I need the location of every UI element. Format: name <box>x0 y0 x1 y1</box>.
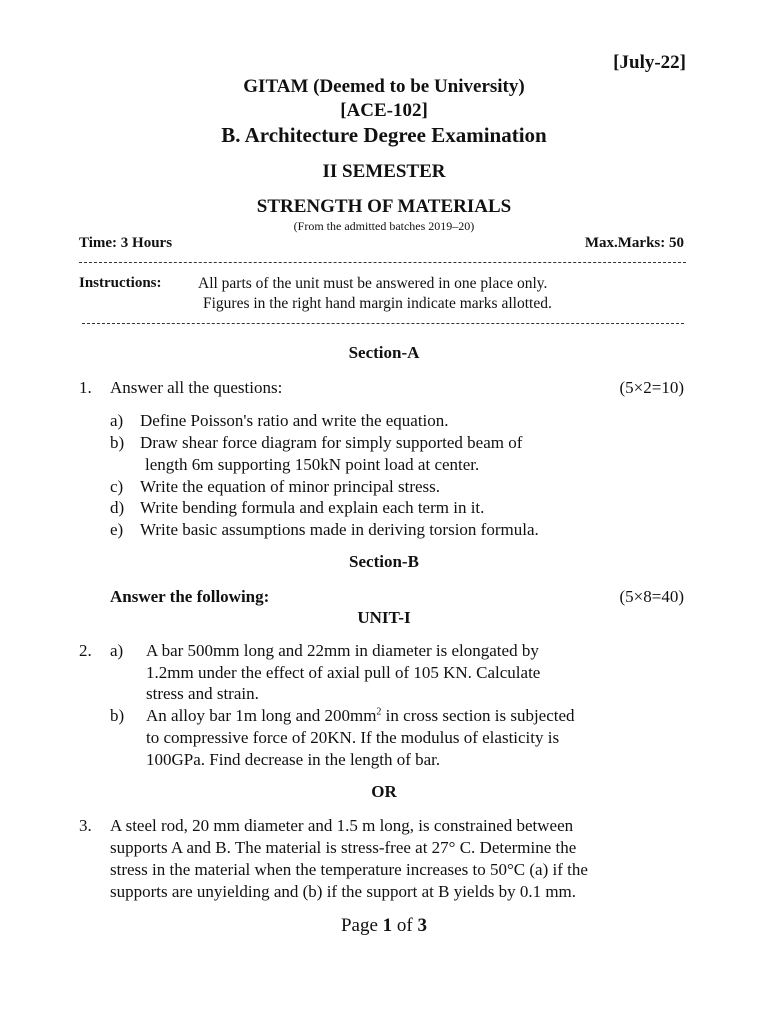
course-code: [ACE-102] <box>340 100 428 121</box>
section-b-title: Section-B <box>349 552 419 571</box>
question-1-text: Answer all the questions: <box>110 378 283 397</box>
item-c-text: Write the equation of minor principal stress. <box>140 477 441 496</box>
subject-title: STRENGTH OF MATERIALS <box>256 196 512 217</box>
answer-following: Answer the following: <box>110 587 270 606</box>
question-2a-line-1: A bar 500mm long and 22mm in diameter is elongated by <box>146 641 539 660</box>
max-marks: Max.Marks: 50 <box>584 235 684 251</box>
university-name: GITAM (Deemed to be University) <box>243 76 525 97</box>
item-e-label: e) <box>110 520 124 539</box>
divider-top <box>79 262 686 263</box>
time-allowed: Time: 3 Hours <box>79 235 173 251</box>
divider-bottom <box>82 323 684 324</box>
section-b-marks: (5×8=40) <box>619 587 684 606</box>
item-a-label: a) <box>110 411 124 430</box>
item-e-text: Write basic assumptions made in deriving torsion formula. <box>140 520 539 539</box>
question-2a-label: a) <box>110 641 124 660</box>
superscript-two: 2 <box>376 706 382 718</box>
question-3-number: 3. <box>79 816 92 835</box>
instruction-line-1: All parts of the unit must be answered in one place only. <box>198 275 548 292</box>
question-3-line-3: stress in the material when the temperature increases to 50°C (a) if the <box>110 860 588 879</box>
semester: II SEMESTER <box>322 161 446 182</box>
item-d-text: Write bending formula and explain each term in it. <box>140 498 485 517</box>
question-1-number: 1. <box>79 378 92 397</box>
item-c-label: c) <box>110 477 124 496</box>
page-number: Page 1 of 3 <box>340 915 427 936</box>
question-2b-line-3: 100GPa. Find decrease in the length of bar. <box>146 750 441 769</box>
item-a-text: Define Poisson's ratio and write the equation. <box>140 411 449 430</box>
question-3-line-2: supports A and B. The material is stress-free at 27° C. Determine the <box>110 838 577 857</box>
question-2a-line-2: 1.2mm under the effect of axial pull of 105 KN. Calculate <box>146 663 541 682</box>
question-2b-line-2: to compressive force of 20KN. If the modulus of elasticity is <box>146 728 560 747</box>
item-d-label: d) <box>110 498 125 517</box>
section-a-title: Section-A <box>348 343 420 362</box>
batches-note: (From the admitted batches 2019–20) <box>293 219 475 233</box>
question-2b-line-1: An alloy bar 1m long and $200mm^2$ in cross section is subjected <box>146 706 575 725</box>
item-b-text-line-2: length 6m supporting 150kN point load at center. <box>145 455 480 474</box>
item-b-label: b) <box>110 433 125 452</box>
instructions-label: Instructions: <box>79 275 162 291</box>
question-3-line-1: A steel rod, 20 mm diameter and 1.5 m long, is constrained between <box>110 816 574 835</box>
exam-title: B. Architecture Degree Examination <box>221 123 547 147</box>
section-a-marks: (5×2=10) <box>619 378 684 397</box>
unit-title: UNIT-I <box>357 608 411 627</box>
exam-date: [July-22] <box>613 52 686 73</box>
or-separator: OR <box>371 782 397 801</box>
question-2-number: 2. <box>79 641 92 660</box>
instruction-line-2: Figures in the right hand margin indicate marks allotted. <box>203 295 552 312</box>
question-2b-label: b) <box>110 706 125 725</box>
question-2a-line-3: stress and strain. <box>146 684 259 703</box>
question-3-line-4: supports are unyielding and (b) if the support at B yields by 0.1 mm. <box>110 882 577 901</box>
item-b-text-line-1: Draw shear force diagram for simply supported beam of <box>140 433 523 452</box>
